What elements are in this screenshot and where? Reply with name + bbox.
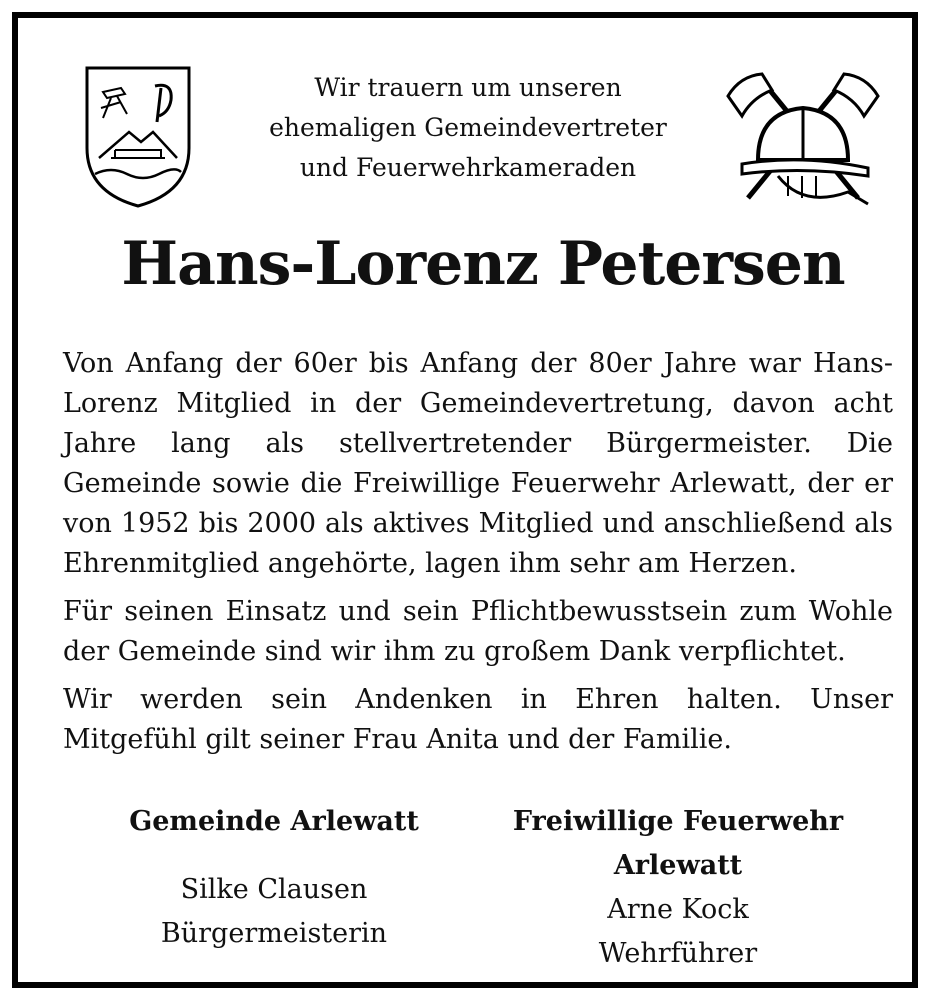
intro-line-3: und Feuerwehrkameraden (299, 153, 637, 182)
paragraph-2: Für seinen Einsatz und sein Pflichtbewusstsein zum Wohle der Gemeinde sind wir ihm zu großem Dank verpflichtet. (63, 596, 893, 667)
signature-role: Bürgermeisterin (160, 918, 388, 949)
fire-helmet-icon (718, 68, 888, 208)
signature-person: Arne Kock (607, 894, 749, 925)
signature-municipality (94, 800, 454, 956)
intro-text (238, 68, 698, 188)
paragraph-1: Von Anfang der 60er bis Anfang der 80er Jahre war Hans-Lorenz Mitglied in der Gemeindevertretung, davon acht Jahre lang als stellvertretender Bürgermeister. Die Gemeinde sowie die Freiwillige Feuerwehr Arlewatt, der er von 1952 bis 2000 als aktives Mitglied und anschließend als Ehrenmitglied angehörte, lagen ihm sehr am Herzen. (63, 348, 893, 579)
coat-of-arms-icon (81, 62, 195, 210)
signature-org-line-2: Arlewatt (613, 850, 743, 881)
obituary-body (63, 344, 893, 768)
intro-line-1: Wir trauern um unseren (314, 73, 622, 102)
paragraph-3: Wir werden sein Andenken in Ehren halten. Unser Mitgefühl gilt seiner Frau Anita und der Familie. (63, 684, 893, 755)
signature-org: Gemeinde Arlewatt (129, 806, 419, 837)
signature-org: Freiwillige Feuerwehr (512, 806, 844, 837)
obituary-frame (12, 12, 918, 988)
deceased-name: Hans-Lorenz Petersen (121, 229, 845, 299)
signature-role: Wehrführer (598, 938, 758, 969)
signature-person: Silke Clausen (180, 874, 368, 905)
signature-fire-brigade (498, 800, 858, 976)
intro-line-2: ehemaligen Gemeindevertreter (269, 113, 667, 142)
